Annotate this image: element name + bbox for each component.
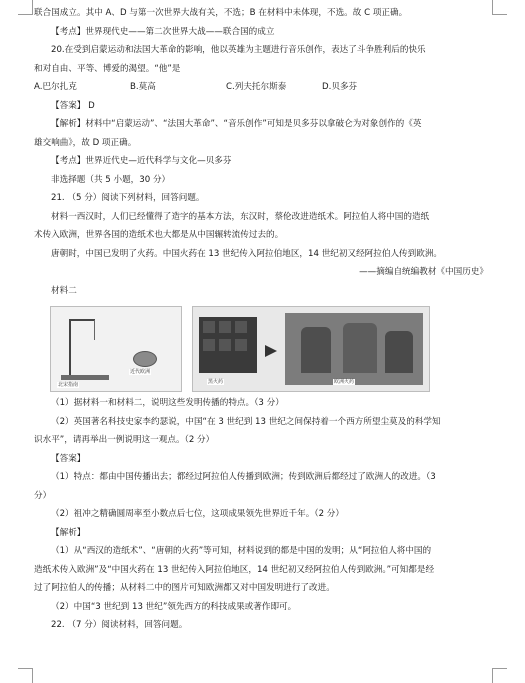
compass-stand-post: [69, 319, 71, 377]
arrow-icon: [265, 345, 277, 357]
gunpowder-image: [192, 306, 430, 392]
question-21-stem: 21. （5 分）阅读下列材料，回答问题。: [51, 193, 205, 203]
crop-mark-bottom-right: [492, 668, 507, 683]
answer-part-1-cont: 分）: [34, 490, 52, 501]
compass-thread: [94, 320, 95, 340]
page-content: [34, 4, 496, 635]
compass-image: [50, 306, 182, 392]
crop-mark-bottom-left: [18, 668, 33, 683]
crop-mark-top-left: [18, 0, 33, 15]
image-caption: 北宋指南: [58, 382, 79, 388]
gunpowder-block: [203, 339, 215, 351]
figure-silhouette: [301, 327, 331, 373]
gunpowder-block: [219, 321, 231, 333]
analysis-text: 【解析】材料中“启蒙运动”、“法国大革命”、“音乐创作”可知是贝多芬以拿破仑为对象创作的《英: [51, 119, 422, 129]
material-one-text: 材料一西汉时，人们已经懂得了造字的基本方法，东汉时，蔡伦改进造纸术。阿拉伯人将中国的造纸: [51, 211, 430, 222]
question-21-part-1: （1）据材料一和材料二，说明这些发明传播的特点。（3 分）: [51, 398, 284, 408]
source-citation: ——摘编自统编教材《中国历史》: [359, 267, 488, 277]
gunpowder-block: [235, 321, 247, 333]
question-20-options: [34, 78, 496, 97]
analysis-part-2: （2）中国“3 世纪到 13 世纪”领先西方的科技成果或著作即可。: [51, 601, 297, 612]
answer-part-1: （1）特点：都由中国传播出去；都经过阿拉伯人传播到欧洲；传到欧洲后都经过了欧洲人的改进。（3: [51, 472, 436, 482]
material-two-figure: [34, 306, 496, 392]
answer-label: 【答案】 D: [51, 100, 95, 111]
analysis-label: 【解析】: [51, 527, 86, 538]
question-21-part-2: （2）英国著名科技史家李约瑟说，中国“在 3 世纪到 13 世纪之间保持着一个西方所望尘莫及的科学知: [51, 416, 441, 427]
image-caption: 近代欧洲: [130, 369, 151, 375]
answer-label: 【答案】: [51, 453, 86, 464]
option-a: A.巴尔扎克: [34, 82, 77, 92]
compass-base: [61, 375, 109, 380]
image-caption: 欧洲火药: [334, 379, 355, 385]
option-c: C.列夫托尔斯泰: [226, 82, 287, 92]
analysis-part-1-cont: 过了阿拉伯人的传播；从材料二中的图片可知欧洲都又对中国发明进行了改进。: [34, 583, 335, 593]
knowledge-point-label: 【考点】世界现代史——第二次世界大战——联合国的成立: [51, 26, 275, 37]
section-heading: 非选择题（共 5 小题，30 分）: [51, 174, 171, 185]
option-d: D.贝多芬: [322, 82, 358, 92]
figure-silhouette: [385, 331, 413, 373]
question-20-stem: 20.在受到启蒙运动和法国大革命的影响，他以英雄为主题进行音乐创作，表达了斗争胜利后的快乐: [51, 45, 426, 55]
gunpowder-block: [235, 339, 247, 351]
material-one-text-2: 唐朝时，中国已发明了火药。中国火药在 13 世纪传入阿拉伯地区，14 世纪初又经阿拉伯人传到欧洲。: [51, 248, 443, 259]
answer-part-2: （2）祖冲之精确圆周率至小数点后七位，这项成果领先世界近千年。（2 分）: [51, 509, 344, 519]
option-b: B.莫高: [130, 82, 156, 92]
european-compass: [133, 351, 157, 367]
figure-silhouette: [343, 323, 377, 373]
analysis-part-1: （1）从“西汉的造纸术”、“唐朝的火药”等可知，材料说到的都是中国的发明；从“阿拉伯人将中国的: [51, 546, 432, 556]
knowledge-point-label: 【考点】世界近代史—近代科学与文化—贝多芬: [51, 156, 232, 166]
question-22-stem: 22. （7 分）阅读材料，回答问题。: [51, 620, 188, 630]
gunpowder-block: [219, 339, 231, 351]
question-21-part-2-cont: 识水平”，请再举出一例说明这一观点。（2 分）: [34, 435, 215, 445]
material-two-label: 材料二: [51, 285, 77, 296]
image-caption: 黑火药: [208, 379, 224, 385]
compass-stand-arm: [69, 319, 95, 321]
analysis-text-cont: 雄交响曲》，故 D 项正确。: [34, 137, 137, 148]
analysis-part-1-cont: 造纸术传入欧洲”及“中国火药在 13 世纪传入阿拉伯地区，14 世纪初又经阿拉伯人传到欧洲。”可知都是经: [34, 564, 435, 575]
gunpowder-block: [203, 321, 215, 333]
text-line: 联合国成立。其中 A、D 与第一次世界大战有关，不选；B 在材料中未体现，不选。故 C 项正确。: [34, 8, 408, 18]
question-20-stem-cont: 和对自由、平等、博爱的渴望。“他”是: [34, 63, 181, 74]
material-one-text-cont: 术传入欧洲，世界各国的造纸术也大都是从中国辗转流传过去的。: [34, 230, 284, 240]
